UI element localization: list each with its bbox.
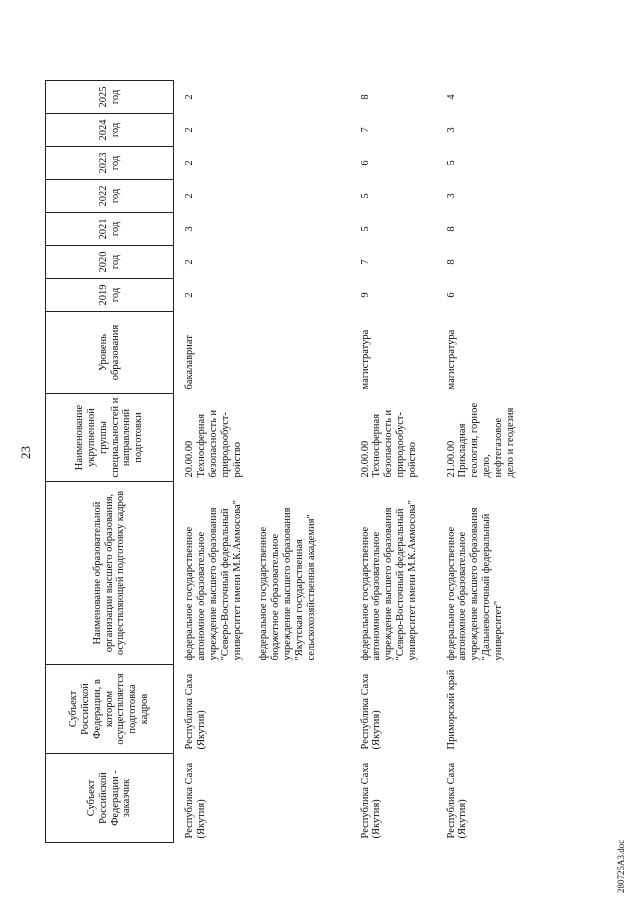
cell-value-2025: 8 <box>359 94 371 100</box>
table-row <box>350 81 436 843</box>
cell-value-2022: 3 <box>445 193 457 199</box>
cell-level: магистратура <box>359 329 371 390</box>
cell-specialty: 20.00.00 Техносферная безопасность и природообуст-ройство <box>359 409 419 478</box>
organization-name: федеральное государственное автономное образовательное учреждение высшего образования "Северо-Восточный федеральный университет имени М.К.Аммосова" <box>184 500 243 661</box>
cell-level: бакалавриат <box>184 335 195 390</box>
cell-customer: Республика Саха (Якутия) <box>184 762 207 839</box>
cell-value-2021: 3 <box>184 226 195 232</box>
header-organization: Наименование образовательной организации высшего образования, осуществляющей подготовку кадров <box>46 482 174 665</box>
cell-value-2019: 2 <box>184 292 195 298</box>
table-header-row <box>46 81 174 843</box>
cell-level: магистратура <box>445 329 457 390</box>
table-row <box>174 81 350 843</box>
cell-training-subject: Республика Саха (Якутия) <box>184 673 207 750</box>
cell-value-2020: 2 <box>184 259 195 265</box>
cell-value-2020: 8 <box>445 259 457 265</box>
cell-value-2023: 2 <box>184 160 195 166</box>
cell-organization <box>174 482 350 665</box>
header-year-2020: 2020 год <box>46 246 174 279</box>
cell-value-2021: 8 <box>445 226 457 232</box>
cell-training-subject: Приморский край <box>445 669 457 750</box>
cell-value-2022: 5 <box>359 193 371 199</box>
cell-organization <box>350 482 436 665</box>
header-customer-subject: Субъект Российской Федерации - заказчик <box>46 754 174 843</box>
quota-table <box>45 80 546 843</box>
cell-value-2023: 6 <box>359 160 371 166</box>
cell-specialty: 20.00.00 Техносферная безопасность и природообуст-ройство <box>184 409 243 478</box>
cell-value-2019: 9 <box>359 292 371 298</box>
header-year-2021: 2021 год <box>46 213 174 246</box>
cell-value-2019: 6 <box>445 292 457 298</box>
header-year-2019: 2019 год <box>46 279 174 312</box>
cell-training-subject: Республика Саха (Якутия) <box>359 673 383 750</box>
header-year-2023: 2023 год <box>46 147 174 180</box>
cell-customer: Республика Саха (Якутия) <box>359 762 383 839</box>
table-row <box>436 81 546 843</box>
document-code: 280725А3.doc <box>616 839 626 893</box>
header-year-2025: 2025 год <box>46 81 174 114</box>
header-year-2024: 2024 год <box>46 114 174 147</box>
header-specialty-group: Наименование укрупненной группы специальностей и направлений подготовки <box>46 394 174 482</box>
page-number: 23 <box>18 446 33 459</box>
cell-specialty: 21.00.00 Прикладная геология, горное дело, нефтегазовое дело и геодезия <box>445 402 517 478</box>
cell-value-2025: 4 <box>445 94 457 100</box>
header-education-level: Уровень образования <box>46 312 174 394</box>
cell-organization <box>436 482 546 665</box>
header-year-2022: 2022 год <box>46 180 174 213</box>
cell-value-2020: 7 <box>359 259 371 265</box>
organization-name: федеральное государственное автономное образовательное учреждение высшего образования "Дальневосточный федеральный университет" <box>445 507 505 661</box>
cell-value-2021: 5 <box>359 226 371 232</box>
cell-value-2022: 2 <box>184 193 195 199</box>
cell-value-2023: 5 <box>445 160 457 166</box>
cell-value-2024: 7 <box>359 127 371 133</box>
header-training-subject: Субъект Российской Федерации, в котором осуществляется подготовка кадров <box>46 665 174 754</box>
organization-name: федеральное государственное автономное образовательное учреждение высшего образования "Северо-Восточный федеральный университет имени М.К.Аммосова" <box>359 500 419 661</box>
cell-customer: Республика Саха (Якутия) <box>445 762 469 839</box>
cell-value-2024: 3 <box>445 127 457 133</box>
cell-value-2025: 2 <box>184 94 195 100</box>
cell-value-2024: 2 <box>184 127 195 133</box>
organization-name: федеральное государственное бюджетное образовательное учреждение высшего образования "Якутская государственная сельскохозяйственная академия" <box>257 507 317 661</box>
